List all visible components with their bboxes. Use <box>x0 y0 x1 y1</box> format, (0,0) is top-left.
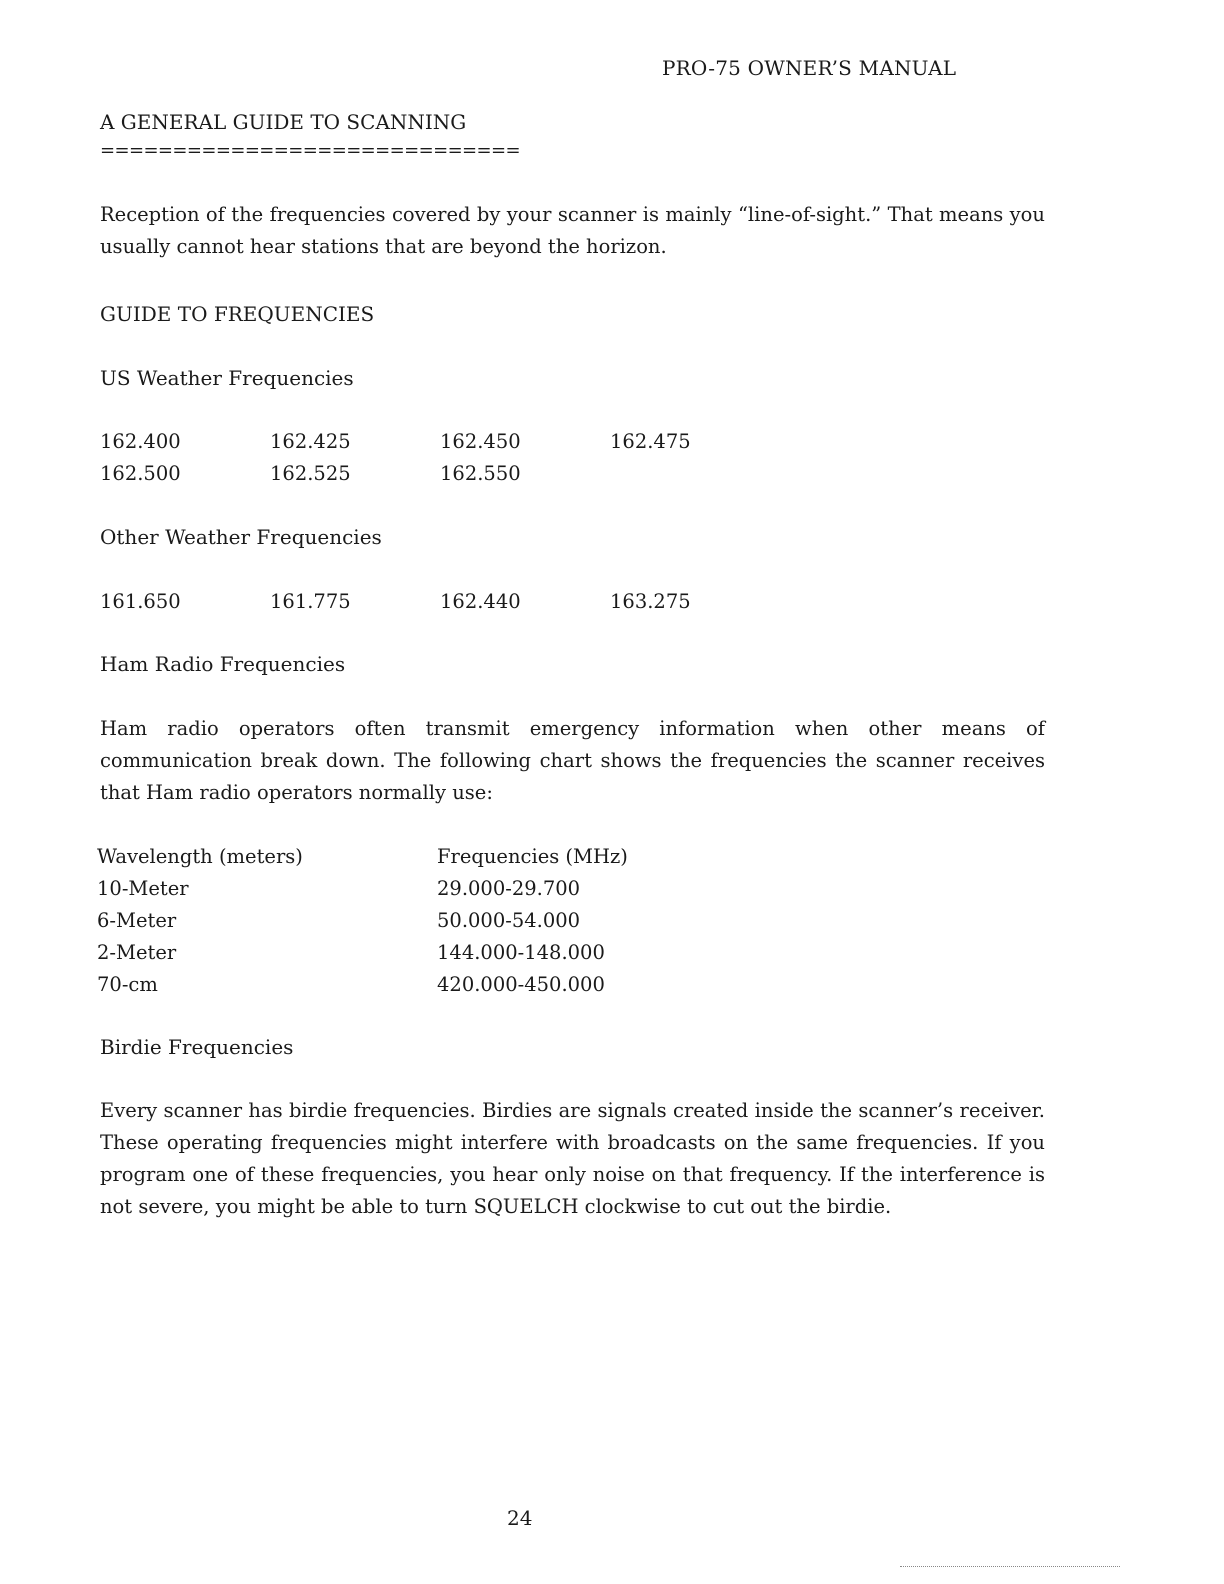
frequency-cell <box>610 458 780 490</box>
other-weather-frequency-grid <box>100 586 780 618</box>
running-header: PRO-75 OWNER’S MANUAL <box>662 56 957 80</box>
wavelength-cell: 70-cm <box>97 973 158 996</box>
table-row <box>97 873 628 905</box>
frequency-cell: 162.425 <box>270 430 351 453</box>
frequency-range-cell: 29.000-29.700 <box>437 877 581 900</box>
table-row <box>97 969 628 1001</box>
frequency-cell: 162.475 <box>610 430 691 453</box>
us-weather-heading: US Weather Frequencies <box>100 366 354 390</box>
frequency-cell: 162.550 <box>440 462 521 485</box>
page-title: A GENERAL GUIDE TO SCANNING <box>100 110 467 134</box>
frequency-range-cell: 144.000-148.000 <box>437 941 605 964</box>
column-header-frequencies: Frequencies (MHz) <box>437 845 628 868</box>
wavelength-cell: 6-Meter <box>97 909 177 932</box>
ham-frequency-table <box>97 841 628 1001</box>
frequency-row <box>100 586 780 618</box>
table-row <box>97 905 628 937</box>
wavelength-cell: 10-Meter <box>97 877 189 900</box>
ham-radio-paragraph: Ham radio operators often transmit emergency information when other means of communication break down. The following chart shows the frequencies the scanner receives that Ham radio operators normally use: <box>100 717 1045 804</box>
birdie-heading: Birdie Frequencies <box>100 1035 294 1059</box>
page-number: 24 <box>507 1506 533 1530</box>
table-row <box>97 937 628 969</box>
frequency-row <box>100 426 780 458</box>
intro-paragraph: Reception of the frequencies covered by your scanner is mainly “line-of-sight.” That means you usually cannot hear stations that are beyond the horizon. <box>100 203 1045 258</box>
frequency-cell: 163.275 <box>610 590 691 613</box>
frequency-range-cell: 420.000-450.000 <box>437 973 605 996</box>
frequency-cell: 162.400 <box>100 430 181 453</box>
frequency-cell: 162.500 <box>100 462 181 485</box>
birdie-paragraph: Every scanner has birdie frequencies. Birdies are signals created inside the scanner’s receiver. These operating frequencies might interfere with broadcasts on the same frequencies. If you program one of these frequencies, you hear only noise on that frequency. If the interference is not severe, you might be able to turn SQUELCH clockwise to cut out the birdie. <box>100 1099 1045 1218</box>
us-weather-frequency-grid <box>100 426 780 490</box>
frequency-cell: 161.650 <box>100 590 181 613</box>
scan-artifact-line <box>900 1566 1120 1569</box>
wavelength-cell: 2-Meter <box>97 941 177 964</box>
guide-heading: GUIDE TO FREQUENCIES <box>100 302 375 326</box>
frequency-row <box>100 458 780 490</box>
frequency-cell: 161.775 <box>270 590 351 613</box>
frequency-cell: 162.450 <box>440 430 521 453</box>
frequency-cell: 162.525 <box>270 462 351 485</box>
column-header-wavelength: Wavelength (meters) <box>97 845 303 868</box>
heading-underline-rule: ============================= <box>100 140 520 161</box>
frequency-cell: 162.440 <box>440 590 521 613</box>
frequency-range-cell: 50.000-54.000 <box>437 909 581 932</box>
other-weather-heading: Other Weather Frequencies <box>100 525 382 549</box>
ham-radio-heading: Ham Radio Frequencies <box>100 652 346 676</box>
table-header-row <box>97 841 628 873</box>
